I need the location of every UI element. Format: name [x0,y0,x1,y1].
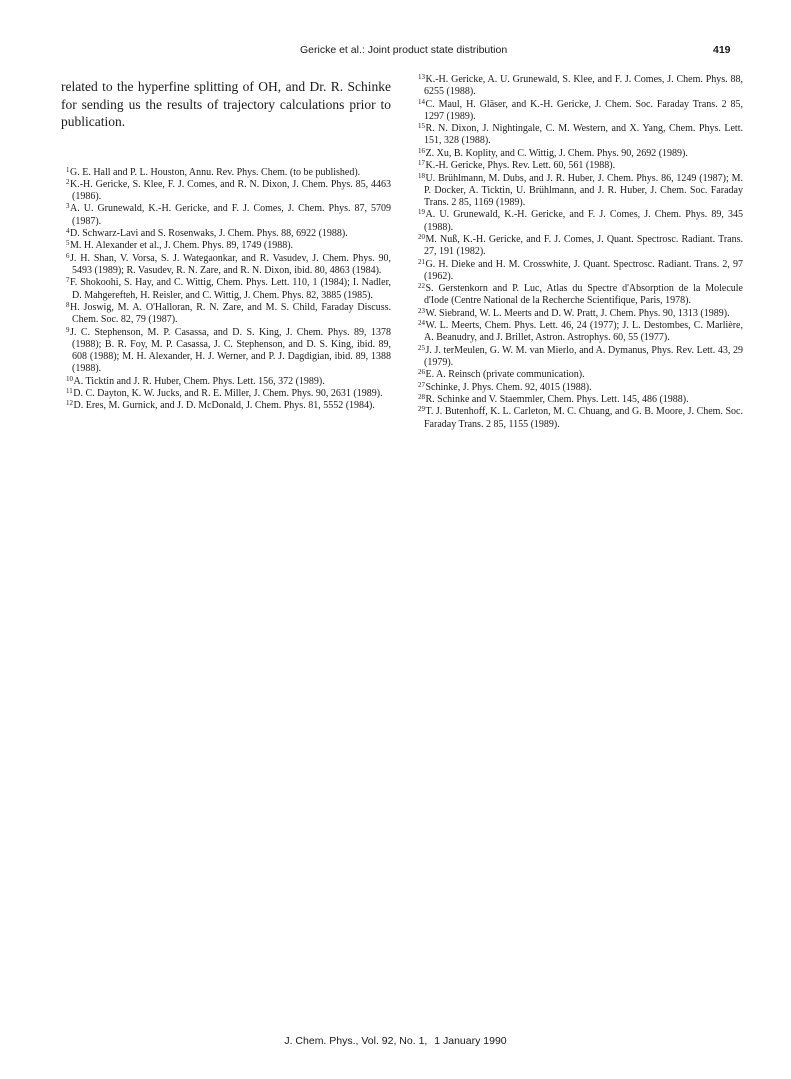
reference-item [61,240,391,252]
right-column [413,74,743,431]
reference-item [413,160,743,172]
reference-number: 4 [66,227,70,236]
reference-text: J. H. Shan, V. Vorsa, S. J. Wategaonkar, and R. Vasudev, J. Chem. Phys. 90, 5493 (1989); R. Vasudev, R. N. Zare, and R. N. Dixon, ibid. 80, 4863 (1984). [70,252,391,277]
reference-text: E. A. Reinsch (private communication). [425,369,585,381]
reference-item [413,394,743,406]
reference-number: 3 [66,202,70,211]
reference-number: 27 [418,380,425,389]
reference-number: 21 [418,257,425,266]
left-column [61,74,391,413]
reference-number: 22 [418,282,425,291]
reference-text: D. C. Dayton, K. W. Jucks, and R. E. Miller, J. Chem. Phys. 90, 2631 (1989). [73,388,383,400]
reference-item [61,179,391,203]
reference-text: A. U. Grunewald, K.-H. Gericke, and F. J. Comes, J. Chem. Phys. 89, 345 (1988). [424,209,743,233]
reference-item [413,320,743,344]
reference-text: Schinke, J. Phys. Chem. 92, 4015 (1988). [425,381,592,393]
reference-item [61,167,391,179]
reference-text: D. Schwarz-Lavi and S. Rosenwaks, J. Chem. Phys. 88, 6922 (1988). [70,228,348,240]
reference-text: W. Siebrand, W. L. Meerts and D. W. Pratt, J. Chem. Phys. 90, 1313 (1989). [425,307,730,319]
reference-item [413,173,743,210]
reference-number: 10 [66,374,73,383]
reference-number: 5 [66,239,70,248]
reference-number: 17 [418,159,425,168]
reference-number: 11 [66,387,73,396]
reference-text: G. H. Dieke and H. M. Crosswhite, J. Quant. Spectrosc. Radiant. Trans. 2, 97 (1962). [424,258,743,282]
reference-number: 20 [418,232,425,241]
reference-number: 19 [418,208,425,217]
reference-item [413,148,743,160]
reference-item [61,203,391,227]
reference-item [413,283,743,307]
reference-item [413,308,743,320]
reference-text: K.-H. Gericke, Phys. Rev. Lett. 60, 561 (1988). [425,160,616,172]
reference-text: G. E. Hall and P. L. Houston, Annu. Rev. Phys. Chem. (to be published). [70,166,361,178]
reference-number: 25 [418,343,425,352]
reference-text: T. J. Butenhoff, K. L. Carleton, M. C. Chuang, and G. B. Moore, J. Chem. Soc. Faraday Trans. 2 85, 1155 (1989). [424,406,743,430]
reference-text: J. J. terMeulen, G. W. M. van Mierlo, and A. Dymanus, Phys. Rev. Lett. 43, 29 (1979). [424,344,743,368]
reference-number: 14 [418,97,425,106]
running-head [0,44,791,60]
reference-item [413,123,743,147]
reference-text: J. C. Stephenson, M. P. Casassa, and D. S. King, J. Chem. Phys. 89, 1378 (1988); B. R. Foy, M. P. Casassa, J. C. Stephenson, and D. S. King, ibid. 89, 608 (1988); M. H. Alexander, H. J. Werner, and P. J. Dagdigian, ibid. 89, 1388 (1988). [70,326,391,375]
reference-text: W. L. Meerts, Chem. Phys. Lett. 46, 24 (1977); J. L. Destombes, C. Marlière, A. Beanudry, and J. Brillet, Astron. Astrophys. 60, 55 (1977). [424,320,743,344]
reference-item [413,209,743,233]
footer-journal: J. Chem. Phys., Vol. 92, No. 1, [284,1035,428,1047]
reference-item [413,74,743,98]
reference-list-left [61,167,391,413]
reference-number: 1 [66,165,70,174]
reference-text: K.-H. Gericke, S. Klee, F. J. Comes, and R. N. Dixon, J. Chem. Phys. 85, 4463 (1986). [70,178,391,203]
reference-number: 7 [66,276,70,285]
reference-number: 13 [418,73,425,81]
reference-item [61,388,391,400]
reference-item [413,99,743,123]
reference-text: A. U. Grunewald, K.-H. Gericke, and F. J. Comes, J. Chem. Phys. 87, 5709 (1987). [70,203,391,227]
reference-text: R. N. Dixon, J. Nightingale, C. M. Western, and X. Yang, Chem. Phys. Lett. 151, 328 (1988). [424,123,743,147]
reference-item [61,302,391,326]
reference-text: M. H. Alexander et al., J. Chem. Phys. 89, 1749 (1988). [70,240,294,252]
reference-item [413,259,743,283]
reference-text: F. Shokoohi, S. Hay, and C. Wittig, Chem. Phys. Lett. 110, 1 (1984); I. Nadler, D. Mahgerefteh, H. Reisler, and C. Wittig, J. Chem. Phys. 82, 3885 (1985). [70,277,391,301]
reference-item [413,234,743,258]
reference-number: 16 [418,146,425,155]
reference-number: 23 [418,306,425,315]
reference-item [61,400,391,412]
footer-date: 1 January 1990 [434,1035,507,1047]
reference-number: 6 [66,251,70,260]
reference-item [413,345,743,369]
reference-item [61,376,391,388]
reference-number: 29 [418,405,425,414]
reference-list-right [413,74,743,431]
running-head-title: Gericke et al.: Joint product state distribution [300,44,508,56]
reference-text: M. Nuß, K.-H. Gericke, and F. J. Comes, J. Quant. Spectrosc. Radiant. Trans. 27, 191 (1982). [424,233,743,258]
reference-item [61,277,391,301]
reference-item [61,253,391,277]
reference-text: Z. Xu, B. Koplity, and C. Wittig, J. Chem. Phys. 90, 2692 (1989). [425,147,688,159]
page-footer [0,1035,791,1047]
reference-number: 12 [66,399,73,408]
page-number: 419 [713,44,731,56]
reference-number: 2 [66,177,70,186]
reference-text: H. Joswig, M. A. O'Halloran, R. N. Zare, and M. S. Child, Faraday Discuss. Chem. Soc. 82, 79 (1987). [70,302,391,326]
reference-text: U. Brühlmann, M. Dubs, and J. R. Huber, J. Chem. Phys. 86, 1249 (1987); M. P. Docker, A. Ticktin, U. Brühlmann, and J. R. Huber, J. Chem. Soc. Faraday Trans. 2 85, 1169 (1989). [424,172,743,208]
reference-item [61,327,391,376]
reference-item [413,369,743,381]
reference-item [413,382,743,394]
reference-number: 26 [418,368,425,377]
reference-text: A. Ticktin and J. R. Huber, Chem. Phys. Lett. 156, 372 (1989). [73,375,325,387]
reference-text: K.-H. Gericke, A. U. Grunewald, S. Klee, and F. J. Comes, J. Chem. Phys. 88, 6255 (1988). [424,74,743,98]
reference-text: R. Schinke and V. Staemmler, Chem. Phys. Lett. 145, 486 (1988). [425,394,689,406]
reference-number: 9 [66,325,70,334]
reference-number: 15 [418,122,425,131]
reference-number: 18 [418,171,425,180]
reference-number: 28 [418,393,425,402]
reference-number: 8 [66,301,70,310]
reference-text: C. Maul, H. Gläser, and K.-H. Gericke, J. Chem. Soc. Faraday Trans. 2 85, 1297 (1989). [424,98,743,122]
reference-text: S. Gerstenkorn and P. Luc, Atlas du Spectre d'Absorption de la Molecule d'Iode (Centre National de la Recherche Scientifique, Paris, 1978). [424,283,743,307]
acknowledgment-text: related to the hyperfine splitting of OH, and Dr. R. Schinke for sending us the results of trajectory calculations prior to publication. [61,79,391,129]
reference-item [413,406,743,430]
reference-number: 24 [418,319,425,328]
reference-item [61,228,391,240]
reference-text: D. Eres, M. Gurnick, and J. D. McDonald, J. Chem. Phys. 81, 5552 (1984). [73,400,375,412]
